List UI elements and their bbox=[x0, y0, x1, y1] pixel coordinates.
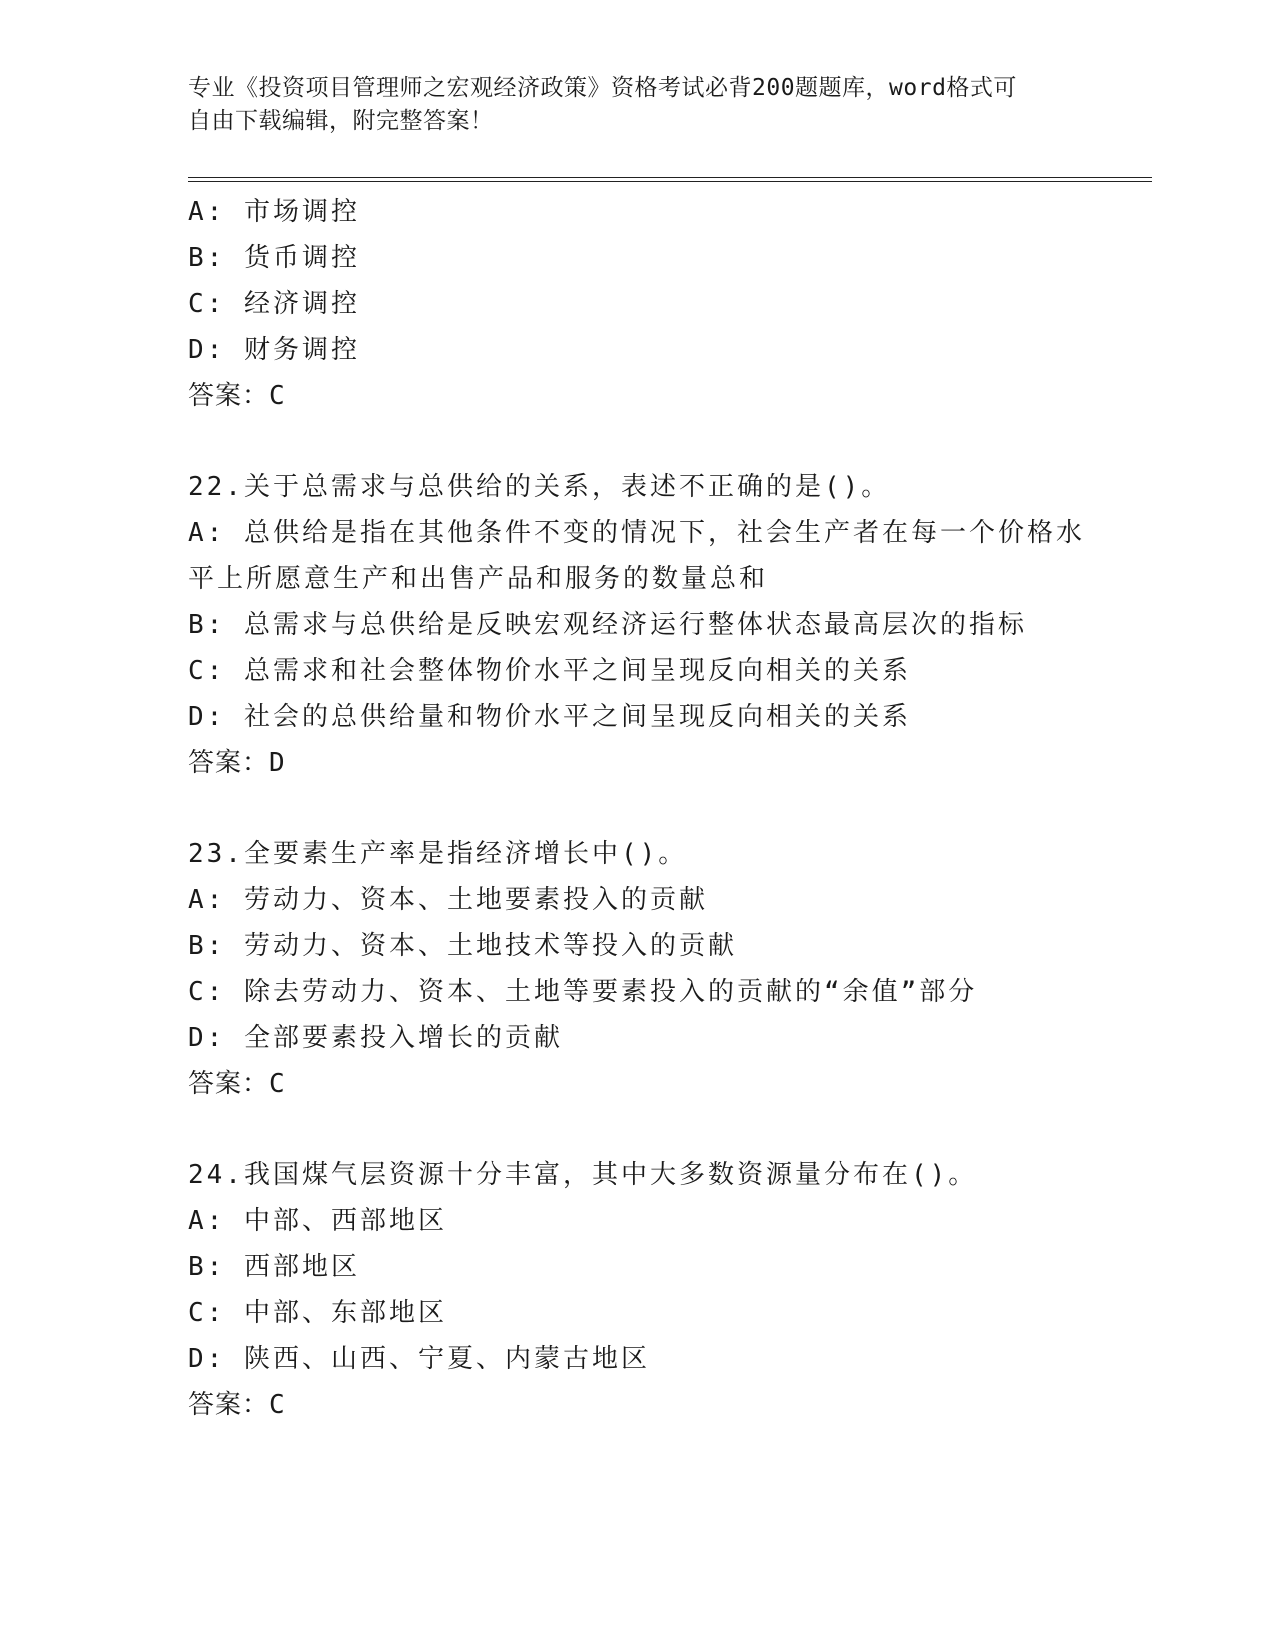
question-text: 22.关于总需求与总供给的关系，表述不正确的是()。 bbox=[188, 472, 891, 502]
question-text: 23.全要素生产率是指经济增长中()。 bbox=[188, 839, 688, 869]
option-a: A: 总供给是指在其他条件不变的情况下，社会生产者在每一个价格水 bbox=[188, 518, 1085, 548]
option-d: D: 全部要素投入增长的贡献 bbox=[188, 1023, 563, 1053]
question-text: 24.我国煤气层资源十分丰富，其中大多数资源量分布在()。 bbox=[188, 1160, 978, 1190]
option-c: C: 除去劳动力、资本、土地等要素投入的贡献的“余值”部分 bbox=[188, 977, 978, 1007]
option-a: A: 市场调控 bbox=[188, 197, 360, 227]
spacer bbox=[188, 1107, 1088, 1152]
option-b: B: 总需求与总供给是反映宏观经济运行整体状态最高层次的指标 bbox=[188, 610, 1027, 640]
option-c: C: 总需求和社会整体物价水平之间呈现反向相关的关系 bbox=[188, 656, 911, 686]
header-divider-top bbox=[188, 177, 1152, 178]
question-23-block bbox=[188, 831, 1088, 1107]
spacer bbox=[188, 786, 1088, 831]
answer-line: 答案：D bbox=[188, 748, 286, 778]
question-22-block bbox=[188, 464, 1088, 786]
option-b: B: 货币调控 bbox=[188, 243, 360, 273]
header-divider-bottom bbox=[188, 181, 1152, 182]
answer-line: 答案：C bbox=[188, 1390, 286, 1420]
answer-line: 答案：C bbox=[188, 1069, 286, 1099]
option-a: A: 中部、西部地区 bbox=[188, 1206, 447, 1236]
question-list bbox=[188, 189, 1088, 1428]
document-header bbox=[188, 72, 1068, 138]
spacer bbox=[188, 419, 1088, 464]
option-d: D: 社会的总供给量和物价水平之间呈现反向相关的关系 bbox=[188, 702, 911, 732]
answer-line: 答案：C bbox=[188, 381, 286, 411]
question-21-block bbox=[188, 189, 1088, 419]
option-b: B: 劳动力、资本、土地技术等投入的贡献 bbox=[188, 931, 737, 961]
option-a: A: 劳动力、资本、土地要素投入的贡献 bbox=[188, 885, 708, 915]
option-c: C: 经济调控 bbox=[188, 289, 360, 319]
header-title-line-1: 专业《投资项目管理师之宏观经济政策》资格考试必背200题题库，word格式可 bbox=[188, 75, 1017, 101]
option-c: C: 中部、东部地区 bbox=[188, 1298, 447, 1328]
option-b: B: 西部地区 bbox=[188, 1252, 360, 1282]
option-d: D: 陕西、山西、宁夏、内蒙古地区 bbox=[188, 1344, 650, 1374]
question-24-block bbox=[188, 1152, 1088, 1428]
header-title-line-2: 自由下载编辑，附完整答案！ bbox=[188, 108, 494, 134]
option-a-continued: 平上所愿意生产和出售产品和服务的数量总和 bbox=[188, 564, 769, 594]
option-d: D: 财务调控 bbox=[188, 335, 360, 365]
